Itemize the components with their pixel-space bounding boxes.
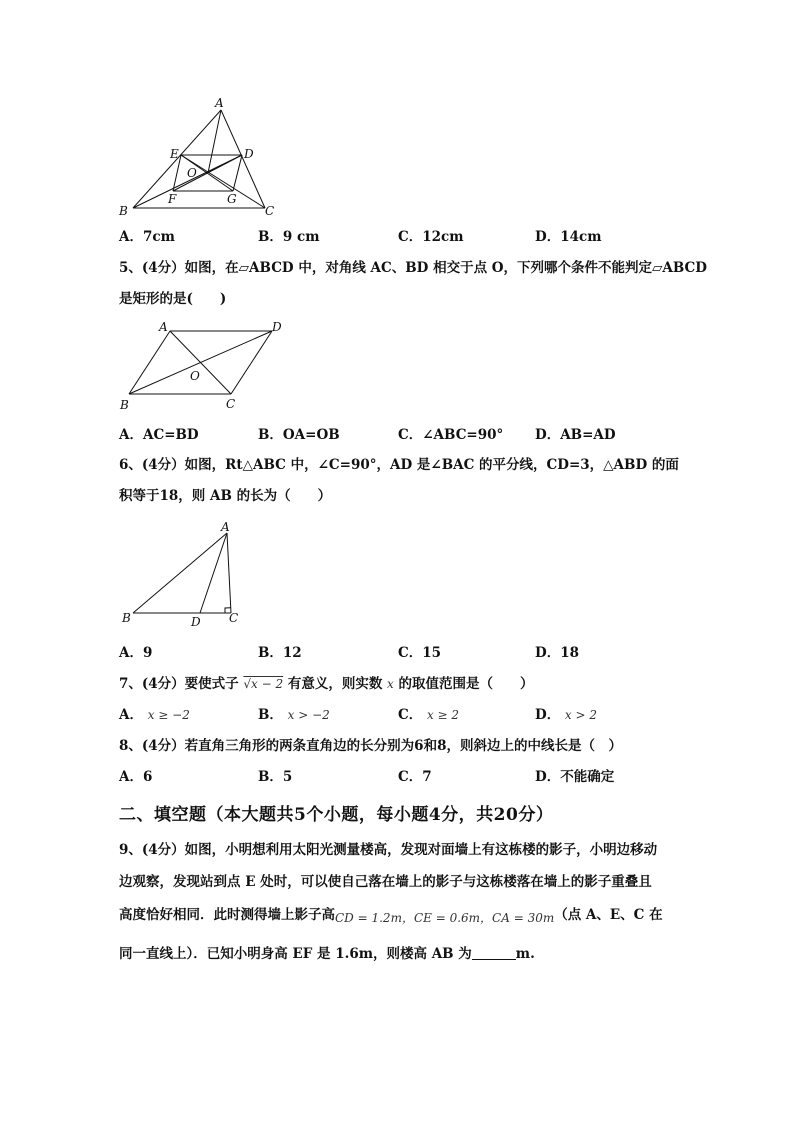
q8-option-a[interactable]: A．6: [119, 769, 153, 785]
q4-label-f: F: [168, 192, 177, 206]
q6-option-b[interactable]: B．12: [258, 645, 302, 661]
q6-line-ac: [227, 533, 231, 613]
q6-label-c: C: [229, 611, 239, 625]
q8-option-c[interactable]: C．7: [398, 769, 432, 785]
q5-stem-line1: 5、(4分）如图，在▱ABCD 中，对角线 AC、BD 相交于点 O，下列哪个条件不能判定▱ABCD: [119, 260, 708, 276]
q6-figure: [115, 515, 255, 630]
q5-label-d: D: [272, 320, 282, 334]
q5-label-a: A: [159, 320, 168, 334]
q7-stem-prefix: 7、(4分）要使式子: [119, 676, 239, 692]
q7-option-b[interactable]: [258, 705, 330, 725]
q6-label-b: B: [122, 611, 131, 625]
q7-stem-middle: 有意义，则实数: [287, 676, 383, 692]
q9-stem-line3: [119, 905, 663, 928]
q4-option-d[interactable]: D．14cm: [535, 229, 602, 245]
q7-option-a-math: x ≥ −2: [147, 708, 190, 722]
q4-label-o: O: [187, 166, 197, 180]
q6-label-a: A: [221, 520, 230, 534]
q4-line-dg: [233, 155, 242, 191]
q7-option-b-letter: B．: [258, 707, 283, 723]
q6-stem-line2: 积等于18，则 AB 的长为（ ）: [119, 488, 332, 504]
q4-line-ao: [208, 110, 221, 173]
q4-label-d: D: [244, 147, 254, 161]
q5-option-a[interactable]: A．AC=BD: [119, 427, 199, 443]
q7-option-d-math: x > 2: [564, 708, 598, 722]
q9-stem-line4: [119, 944, 535, 964]
q7-option-c-math: x ≥ 2: [426, 708, 460, 722]
q8-option-d[interactable]: D．不能确定: [535, 769, 615, 785]
q4-option-b[interactable]: B．9 cm: [258, 229, 320, 245]
q9-line3-prefix: 高度恰好相同．此时测得墙上影子高: [119, 907, 335, 923]
q4-line-bd: [133, 155, 242, 208]
q6-option-d[interactable]: D．18: [535, 645, 579, 661]
q7-stem: [119, 674, 534, 694]
q7-option-a-letter: A．: [119, 707, 143, 723]
q5-stem-line2: 是矩形的是( ): [119, 291, 227, 307]
q5-figure: [115, 318, 295, 418]
q6-line-ab: [133, 533, 227, 613]
q7-stem-suffix: 的取值范围是（ ）: [398, 676, 534, 692]
q6-option-a[interactable]: A．9: [119, 645, 153, 661]
q7-var: x: [387, 677, 394, 691]
q9-line4-prefix: 同一直线上）．已知小明身高 EF 是 1.6m，则楼高 AB 为: [119, 946, 472, 962]
q9-stem-line2: 边观察，发现站到点 E 处时，可以使自己落在墙上的影子与这栋楼落在墙上的影子重叠且: [119, 874, 652, 890]
section-title: 二、填空题（本大题共5个小题，每小题4分，共20分）: [119, 805, 554, 825]
q4-line-ce: [181, 155, 265, 208]
q7-option-d-letter: D．: [535, 707, 561, 723]
q4-label-g: G: [227, 192, 237, 206]
q5-label-b: B: [120, 398, 129, 412]
q9-line3-suffix: （点 A、E、C 在: [554, 907, 663, 923]
q7-option-d[interactable]: [535, 705, 597, 725]
q7-option-a[interactable]: [119, 705, 190, 725]
q4-label-e: E: [170, 147, 179, 161]
q4-label-b: B: [119, 204, 128, 218]
q7-radical: √x − 2: [243, 677, 284, 691]
q5-option-d[interactable]: D．AB=AD: [535, 427, 616, 443]
q5-label-c: C: [226, 397, 236, 411]
q7-option-c-letter: C．: [398, 707, 423, 723]
q8-stem: 8、(4分）若直角三角形的两条直角边的长分别为6和8，则斜边上的中线长是（ ）: [119, 738, 622, 754]
q5-label-o: O: [190, 369, 200, 383]
q5-option-c[interactable]: C．∠ABC=90°: [398, 427, 504, 443]
q4-option-a[interactable]: A．7cm: [119, 229, 175, 245]
q9-line3-math: CD = 1.2m，CE = 0.6m，CA = 30m: [335, 911, 555, 925]
q6-stem-line1: 6、(4分）如图，Rt△ABC 中，∠C=90°，AD 是∠BAC 的平分线，CD=3，△ABD 的面: [119, 457, 679, 473]
q5-line-bd: [129, 331, 272, 394]
q6-option-c[interactable]: C．15: [398, 645, 442, 661]
q7-option-b-math: x > −2: [287, 708, 330, 722]
q5-option-b[interactable]: B．OA=OB: [258, 427, 340, 443]
q4-option-c[interactable]: C．12cm: [398, 229, 464, 245]
q6-label-d: D: [191, 615, 201, 629]
q4-figure: [115, 95, 285, 225]
q4-label-c: C: [265, 204, 275, 218]
q8-option-b[interactable]: B．5: [258, 769, 293, 785]
q9-stem-line1: 9、(4分）如图，小明想利用太阳光测量楼高，发现对面墙上有这栋楼的影子，小明边移动: [119, 842, 658, 858]
q9-line4-suffix: m.: [515, 946, 535, 962]
q9-answer-blank[interactable]: [472, 945, 516, 960]
q7-option-c[interactable]: [398, 705, 459, 725]
q4-label-a: A: [215, 96, 224, 110]
